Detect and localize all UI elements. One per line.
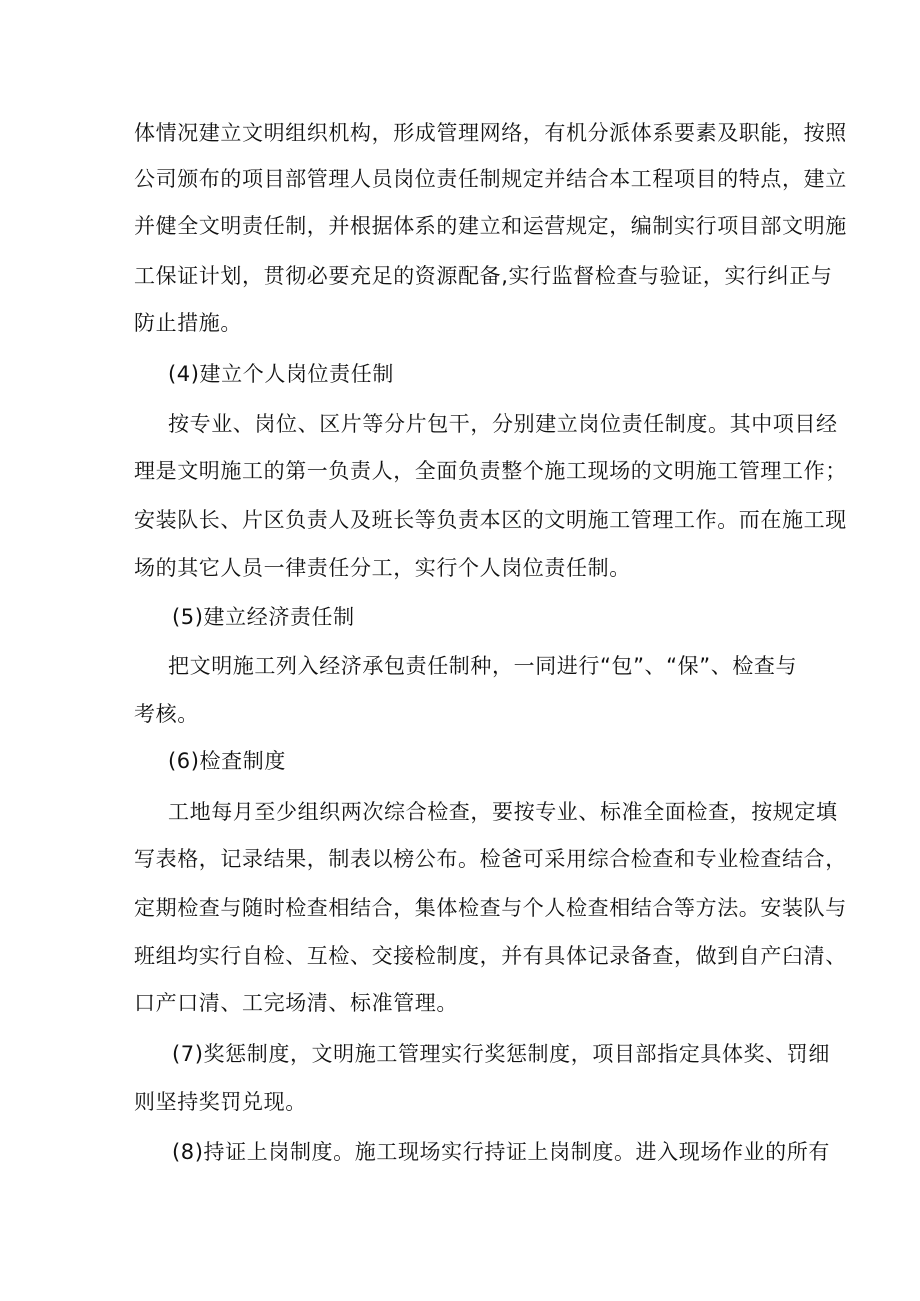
paragraph-6-line-5: 口产口清、工完场清、标准管理。 <box>134 991 458 1015</box>
paragraph-6-line-4: 班组均实行自检、互检、交接检制度，并有具体记录备查，做到自产臼清、 <box>134 944 847 968</box>
paragraph-8-line-1: (8)持证上岗制度。施工现场实行持证上岗制度。进入现场作业的所有 <box>172 1140 830 1164</box>
paragraph-1-line-4: 工保证计划，贯彻必要充足的资源配备,实行监督检查与验证，实行纠正与 <box>134 264 833 288</box>
paragraph-5-line-1: 把文明施工列入经济承包责任制种，一同进行“包”、“保”、检查与 <box>168 654 798 678</box>
paragraph-1-line-2: 公司颁布的项目部管理人员岗位责任制规定并结合本工程项目的特点，建立 <box>134 167 847 191</box>
paragraph-7-line-1: (7)奖惩制度，文明施工管理实行奖惩制度，项目部指定具体奖、罚细 <box>172 1042 830 1066</box>
paragraph-1-line-5: 防止措施。 <box>134 311 242 335</box>
paragraph-6-line-3: 定期检查与随时检查相结合，集体检查与个人检查相结合等方法。安装队与 <box>134 896 847 920</box>
paragraph-6-line-1: 工地每月至少组织两次综合检查，要按专业、标准全面检查，按规定填 <box>168 800 838 824</box>
paragraph-4-line-1: 按专业、岗位、区片等分片包干，分别建立岗位责任制度。其中项目经 <box>168 412 838 436</box>
section-heading-6: (6)检査制度 <box>168 749 286 773</box>
section-heading-4: (4)建立个人岗位责任制 <box>168 362 394 386</box>
paragraph-4-line-2: 理是文明施工的第一负责人，全面负责整个施工现场的文明施工管理工作； <box>134 459 847 483</box>
paragraph-4-line-4: 场的其它人员一律责任分工，实行个人岗位责任制。 <box>134 556 631 580</box>
paragraph-7-line-2: 则坚持奖罚兑现。 <box>134 1090 307 1114</box>
paragraph-4-line-3: 安装队长、片区负责人及班长等负责本区的文明施工管理工作。而在施工现 <box>134 508 847 532</box>
paragraph-6-line-2: 写表格，记录结果，制表以榜公布。检爸可采用综合检查和专业检查结合， <box>134 847 847 871</box>
paragraph-1-line-3: 并健全文明责任制，并根据体系的建立和运营规定，编制实行项目部文明施 <box>134 214 847 238</box>
paragraph-5-line-2: 考核。 <box>134 702 199 726</box>
section-heading-5: (5)建立经济责任制 <box>172 605 355 629</box>
paragraph-1-line-1: 体情况建立文明组织机构，形成管理网络，有机分派体系要素及职能，按照 <box>134 121 847 145</box>
